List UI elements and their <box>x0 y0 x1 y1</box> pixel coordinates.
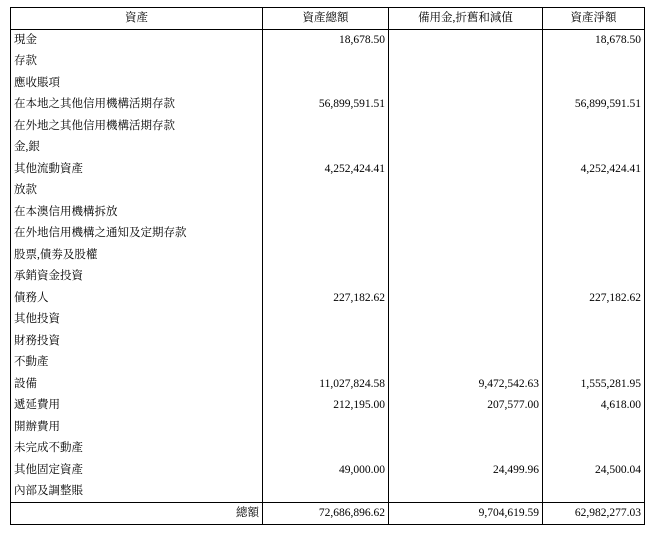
row-net: 4,618.00 <box>543 395 645 417</box>
row-label: 設備 <box>11 374 263 396</box>
row-gross <box>263 73 389 95</box>
row-label: 其他固定資產 <box>11 460 263 482</box>
table-row <box>11 202 645 224</box>
row-reserve <box>389 159 543 181</box>
row-reserve <box>389 481 543 503</box>
row-label: 遞延費用 <box>11 395 263 417</box>
row-gross: 11,027,824.58 <box>263 374 389 396</box>
row-label: 股票,債劵及股權 <box>11 245 263 267</box>
row-reserve <box>389 266 543 288</box>
row-reserve <box>389 309 543 331</box>
table-row <box>11 116 645 138</box>
table-row <box>11 438 645 460</box>
row-net <box>543 180 645 202</box>
table-row <box>11 94 645 116</box>
row-label: 內部及調整賬 <box>11 481 263 503</box>
row-net <box>543 51 645 73</box>
table-row <box>11 73 645 95</box>
table-row <box>11 331 645 353</box>
row-net <box>543 245 645 267</box>
row-label: 財務投資 <box>11 331 263 353</box>
row-net <box>543 202 645 224</box>
row-net <box>543 481 645 503</box>
row-net <box>543 266 645 288</box>
row-label: 現金 <box>11 30 263 52</box>
table-row <box>11 223 645 245</box>
row-reserve <box>389 137 543 159</box>
row-reserve <box>389 352 543 374</box>
row-net: 56,899,591.51 <box>543 94 645 116</box>
row-gross <box>263 352 389 374</box>
row-gross <box>263 417 389 439</box>
row-label: 應收賬項 <box>11 73 263 95</box>
row-reserve <box>389 223 543 245</box>
table-row <box>11 51 645 73</box>
table-row <box>11 245 645 267</box>
row-net <box>543 223 645 245</box>
table-row <box>11 352 645 374</box>
row-net <box>543 137 645 159</box>
row-reserve <box>389 73 543 95</box>
table-row <box>11 159 645 181</box>
row-gross <box>263 481 389 503</box>
row-reserve <box>389 438 543 460</box>
row-gross: 18,678.50 <box>263 30 389 52</box>
row-net <box>543 438 645 460</box>
row-net: 24,500.04 <box>543 460 645 482</box>
table-row <box>11 30 645 52</box>
row-reserve <box>389 288 543 310</box>
table-row <box>11 395 645 417</box>
row-gross: 4,252,424.41 <box>263 159 389 181</box>
header-row <box>11 8 645 30</box>
row-label: 其他投資 <box>11 309 263 331</box>
row-label: 債務人 <box>11 288 263 310</box>
row-reserve <box>389 417 543 439</box>
table-row <box>11 374 645 396</box>
row-reserve: 24,499.96 <box>389 460 543 482</box>
row-gross <box>263 137 389 159</box>
row-net <box>543 352 645 374</box>
row-gross <box>263 223 389 245</box>
table-row <box>11 266 645 288</box>
row-label: 開辦費用 <box>11 417 263 439</box>
row-gross <box>263 309 389 331</box>
row-reserve <box>389 245 543 267</box>
total-row <box>11 503 645 525</box>
row-gross: 227,182.62 <box>263 288 389 310</box>
table-row <box>11 481 645 503</box>
table-row <box>11 460 645 482</box>
row-label: 承銷資金投資 <box>11 266 263 288</box>
row-gross: 212,195.00 <box>263 395 389 417</box>
row-reserve <box>389 116 543 138</box>
table-row <box>11 417 645 439</box>
row-reserve <box>389 51 543 73</box>
row-label: 在本地之其他信用機構活期存款 <box>11 94 263 116</box>
row-gross <box>263 245 389 267</box>
total-net: 62,982,277.03 <box>543 503 645 525</box>
header-assets: 資產 <box>11 8 263 30</box>
row-gross <box>263 266 389 288</box>
row-reserve <box>389 30 543 52</box>
row-label: 金,銀 <box>11 137 263 159</box>
balance-sheet-table <box>10 7 645 525</box>
row-net: 1,555,281.95 <box>543 374 645 396</box>
row-net: 18,678.50 <box>543 30 645 52</box>
row-reserve: 207,577.00 <box>389 395 543 417</box>
row-gross <box>263 202 389 224</box>
row-label: 在外地之其他信用機構活期存款 <box>11 116 263 138</box>
row-label: 不動產 <box>11 352 263 374</box>
row-net: 4,252,424.41 <box>543 159 645 181</box>
total-label: 總額 <box>11 503 263 525</box>
table-body <box>11 30 645 503</box>
row-gross <box>263 116 389 138</box>
row-net <box>543 417 645 439</box>
row-reserve <box>389 94 543 116</box>
table-row <box>11 288 645 310</box>
total-reserve: 9,704,619.59 <box>389 503 543 525</box>
row-label: 在本澳信用機構拆放 <box>11 202 263 224</box>
row-reserve: 9,472,542.63 <box>389 374 543 396</box>
row-net <box>543 116 645 138</box>
row-reserve <box>389 202 543 224</box>
row-label: 存款 <box>11 51 263 73</box>
row-gross <box>263 180 389 202</box>
row-gross: 49,000.00 <box>263 460 389 482</box>
row-net <box>543 331 645 353</box>
header-reserves-depreciation: 備用金,折舊和減值 <box>389 8 543 30</box>
row-label: 放款 <box>11 180 263 202</box>
row-reserve <box>389 180 543 202</box>
row-gross: 56,899,591.51 <box>263 94 389 116</box>
row-gross <box>263 51 389 73</box>
table-row <box>11 309 645 331</box>
table-row <box>11 137 645 159</box>
row-reserve <box>389 331 543 353</box>
row-gross <box>263 438 389 460</box>
row-label: 在外地信用機構之通知及定期存款 <box>11 223 263 245</box>
table-row <box>11 180 645 202</box>
row-gross <box>263 331 389 353</box>
header-gross-assets: 資產總額 <box>263 8 389 30</box>
row-label: 其他流動資產 <box>11 159 263 181</box>
row-label: 未完成不動產 <box>11 438 263 460</box>
row-net <box>543 73 645 95</box>
total-gross: 72,686,896.62 <box>263 503 389 525</box>
header-net-assets: 資產淨額 <box>543 8 645 30</box>
row-net <box>543 309 645 331</box>
row-net: 227,182.62 <box>543 288 645 310</box>
